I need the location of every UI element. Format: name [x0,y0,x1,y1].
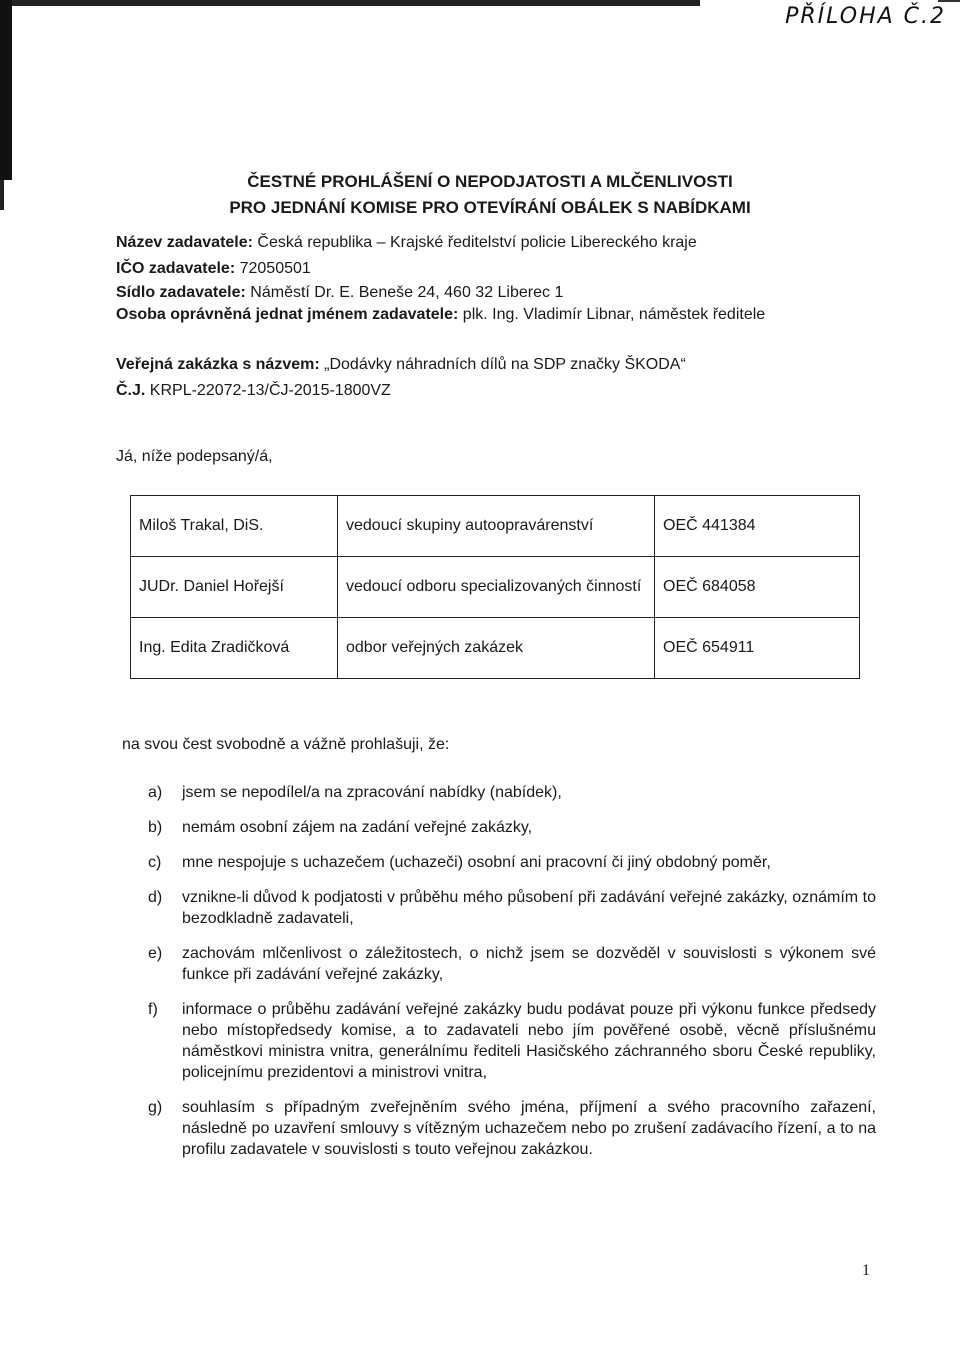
authority-ico-label: IČO zadavatele: [116,260,236,277]
page-number: 1 [862,1262,870,1279]
document-title-line2: PRO JEDNÁNÍ KOMISE PRO OTEVÍRÁNÍ OBÁLEK S NABÍDKAMI [229,198,751,217]
scan-edge-left [0,0,12,180]
member-role: odbor veřejných zakázek [338,618,655,679]
contract-name-value: „Dodávky náhradních dílů na SDP značky ŠKODA“ [324,356,686,373]
list-item-label: a) [148,784,163,801]
table-row [131,496,860,557]
table-row [131,618,860,679]
member-role: vedoucí skupiny autoopravárenství [338,496,655,557]
contract-reference-value: KRPL-22072-13/ČJ-2015-1800VZ [149,382,391,399]
list-item-label: e) [148,945,163,962]
member-name: Ing. Edita Zradičková [131,618,338,679]
declaration-intro: na svou čest svobodně a vážně prohlašuji, že: [122,736,450,753]
declaration-list [148,782,876,1174]
contract-reference-label: Č.J. [116,382,146,399]
authority-ico-value: 72050501 [239,260,311,277]
list-item-text: informace o průběhu zadávání veřejné zakázky budu podávat pouze při výkonu funkce předsedy nebo místopředsedy komise, a to zadavateli nebo jím pověřené osobě, věcně příslušnému náměstkovi ministra vnitra, generálnímu řediteli Hasičského záchranného sboru České republiky, policejnímu prezidentovi a ministrovi vnitra, [182,1001,876,1081]
list-item [148,943,876,985]
list-item-text: jsem se nepodílel/a na zpracování nabídky (nabídek), [182,784,562,801]
list-item-label: d) [148,889,163,906]
member-oec: OEČ 441384 [655,496,860,557]
member-name: Miloš Trakal, DiS. [131,496,338,557]
authority-name-value: Česká republika – Krajské ředitelství policie Libereckého kraje [257,234,697,251]
member-role: vedoucí odboru specializovaných činností [338,557,655,618]
list-item [148,887,876,929]
contract-name-label: Veřejná zakázka s názvem: [116,356,320,373]
scan-edge-top [0,0,700,6]
list-item [148,1097,876,1160]
list-item-text: nemám osobní zájem na zadání veřejné zakázky, [182,819,533,836]
list-item [148,782,876,803]
committee-members-table [130,495,860,679]
document-title-line1: ČESTNÉ PROHLÁŠENÍ O NEPODJATOSTI A MLČENLIVOSTI [247,172,733,191]
authority-name-label: Název zadavatele: [116,234,253,251]
list-item-text: mne nespojuje s uchazečem (uchazeči) osobní ani pracovní či jiný obdobný poměr, [182,854,771,871]
scan-edge-left-lower [0,180,4,210]
handwritten-annex-label: PŘÍLOHA Č.2 [785,4,946,29]
list-item-text: souhlasím s případným zveřejněním svého jména, příjmení a svého pracovního zařazení, následně po uzavření smlouvy s vítězným uchazečem nebo po zrušení zadávacího řízení, a to na profilu zadavatele v souvislosti s touto veřejnou zakázkou. [182,1099,876,1158]
list-item [148,817,876,838]
list-item [148,999,876,1083]
authority-person-value: plk. Ing. Vladimír Libnar, náměstek ředitele [462,306,766,323]
authority-seat [116,284,563,302]
list-item-text: vznikne-li důvod k podjatosti v průběhu mého působení při zadávání veřejné zakázky, oznámím to bezodkladně zadavateli, [182,889,876,927]
list-item-label: g) [148,1099,163,1116]
authority-person-label: Osoba oprávněná jednat jménem zadavatele: [116,306,459,323]
list-item [148,852,876,873]
list-item-label: b) [148,819,163,836]
authority-name [116,234,697,252]
authority-person [116,306,765,324]
member-name: JUDr. Daniel Hořejší [131,557,338,618]
authority-seat-value: Náměstí Dr. E. Beneše 24, 460 32 Liberec 1 [250,284,564,301]
table-row [131,557,860,618]
contract-name [116,356,686,374]
list-item-label: c) [148,854,162,871]
member-oec: OEČ 654911 [655,618,860,679]
list-item-label: f) [148,1001,158,1018]
contract-reference [116,382,391,400]
scan-edge-top-right [938,0,960,2]
authority-ico [116,260,311,278]
authority-seat-label: Sídlo zadavatele: [116,284,246,301]
member-oec: OEČ 684058 [655,557,860,618]
list-item-text: zachovám mlčenlivost o záležitostech, o nichž jsem se dozvěděl v souvislosti s výkonem své funkce při zadávání veřejné zakázky, [182,945,876,983]
signatory-intro: Já, níže podepsaný/á, [116,448,273,465]
